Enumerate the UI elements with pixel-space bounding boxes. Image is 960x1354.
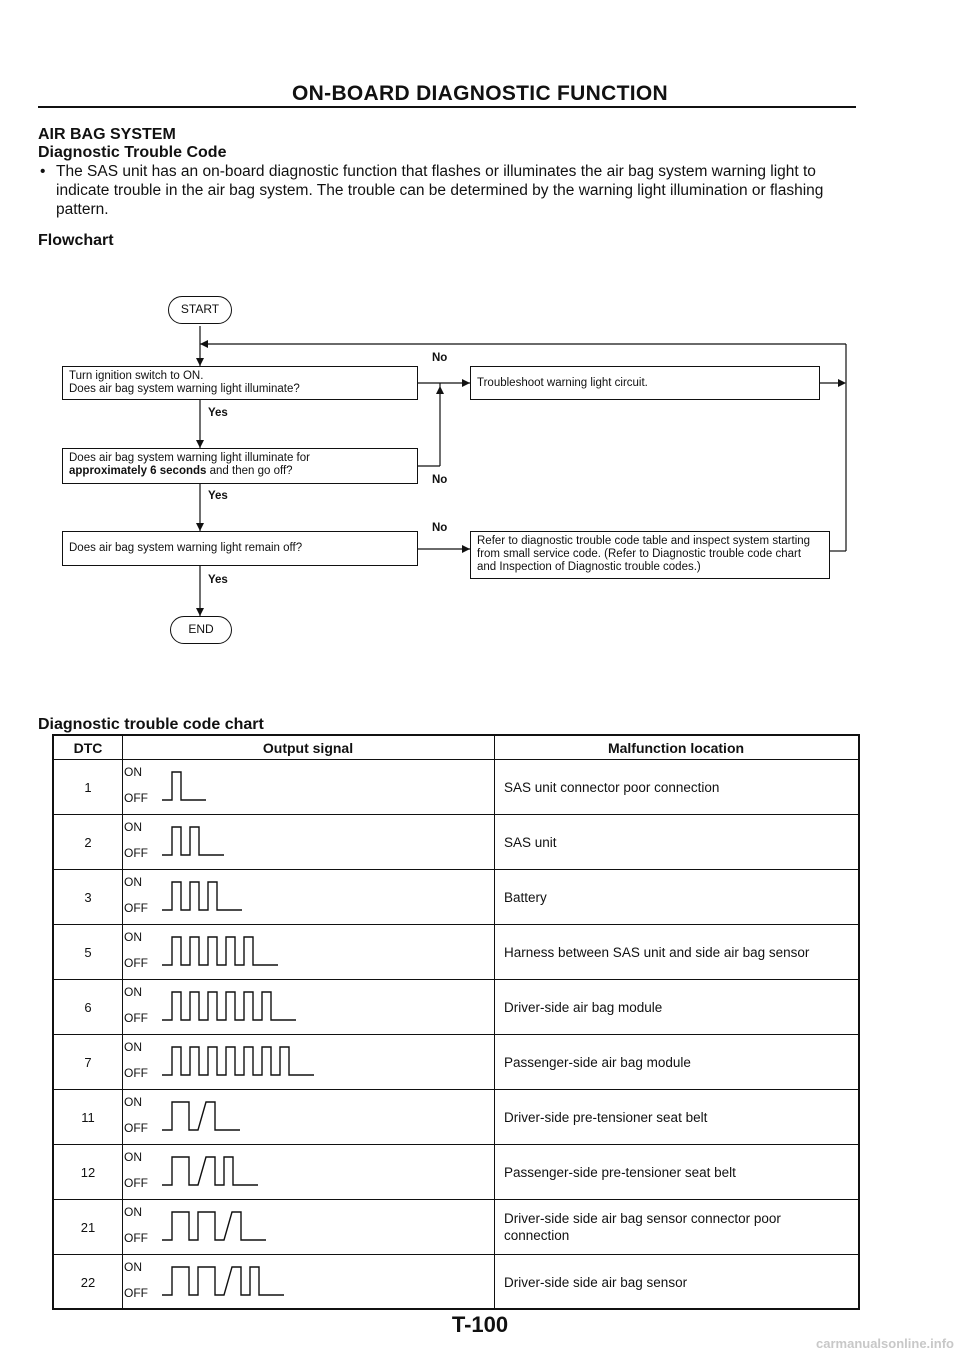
dtc-code: 12 — [80, 1164, 96, 1180]
signal-on-label: ON — [124, 985, 142, 999]
signal-trace — [162, 827, 224, 855]
signal-waveform — [162, 1043, 382, 1083]
signal-trace — [162, 1157, 258, 1185]
signal-off-label: OFF — [124, 1286, 148, 1300]
flow-yes-3: Yes — [208, 574, 228, 586]
signal-waveform — [162, 988, 382, 1028]
signal-trace — [162, 1267, 284, 1295]
signal-on-label: ON — [124, 1150, 142, 1164]
dtc-code: 11 — [81, 1109, 95, 1125]
arrow-icon — [196, 523, 204, 531]
header-dtc: DTC — [54, 736, 122, 760]
flow-step1-line1: Turn ignition switch to ON. — [69, 370, 204, 382]
flow-yes-1: Yes — [208, 407, 228, 419]
flow-no-2: No — [432, 474, 448, 486]
signal-waveform — [162, 823, 382, 863]
signal-waveform — [162, 1098, 382, 1138]
dtc-row — [54, 925, 858, 980]
dtc-row — [54, 1255, 858, 1310]
dtc-code: 22 — [80, 1274, 96, 1290]
malfunction-location: SAS unit connector poor connection — [504, 779, 720, 795]
arrow-icon — [196, 608, 204, 616]
signal-off-label: OFF — [124, 1176, 148, 1190]
flowchart-title: Flowchart — [38, 232, 114, 249]
flow-step2-line1: Does air bag system warning light illuminate for — [69, 452, 310, 464]
signal-trace — [162, 1212, 266, 1240]
signal-waveform — [162, 878, 382, 918]
flow-step3: Does air bag system warning light remain off? — [62, 531, 418, 566]
header-output-signal: Output signal — [122, 736, 494, 760]
watermark: carmanualsonline.info — [816, 1336, 954, 1351]
signal-off-label: OFF — [124, 956, 148, 970]
signal-off-label: OFF — [124, 1231, 148, 1245]
malfunction-location: Driver-side side air bag sensor — [504, 1274, 688, 1290]
arrow-icon — [436, 386, 444, 394]
signal-on-label: ON — [124, 1205, 142, 1219]
signal-trace — [162, 1102, 240, 1130]
signal-waveform — [162, 1153, 382, 1193]
dtc-code: 1 — [84, 779, 92, 795]
signal-off-label: OFF — [124, 1066, 148, 1080]
dtc-row — [54, 1090, 858, 1145]
signal-on-label: ON — [124, 765, 142, 779]
signal-off-label: OFF — [124, 1011, 148, 1025]
flow-end: END — [170, 616, 232, 644]
malfunction-location: Driver-side pre-tensioner seat belt — [504, 1109, 708, 1125]
section-title: AIR BAG SYSTEM — [38, 126, 176, 143]
dtc-row — [54, 760, 858, 815]
arrow-icon — [196, 440, 204, 448]
signal-on-label: ON — [124, 1040, 142, 1054]
dtc-row — [54, 1035, 858, 1090]
arrow-icon — [196, 358, 204, 366]
signal-waveform — [162, 768, 382, 808]
flow-step2-rest: and then go off? — [206, 465, 293, 477]
signal-off-label: OFF — [124, 901, 148, 915]
dtc-row — [54, 870, 858, 925]
malfunction-location: Passenger-side air bag module — [504, 1054, 691, 1070]
malfunction-location: Battery — [504, 889, 547, 905]
arrow-icon — [462, 545, 470, 553]
dtc-chart-title: Diagnostic trouble code chart — [38, 716, 264, 733]
flow-no-1: No — [432, 352, 448, 364]
flow-yes-2: Yes — [208, 490, 228, 502]
signal-waveform — [162, 1263, 382, 1303]
bullet-icon: • — [40, 163, 46, 180]
dtc-code: 21 — [80, 1219, 96, 1235]
malfunction-location: Driver-side air bag module — [504, 999, 663, 1015]
dtc-code: 3 — [84, 889, 92, 905]
signal-waveform — [162, 1208, 382, 1248]
arrow-icon — [838, 379, 846, 387]
dtc-code: 5 — [84, 944, 92, 960]
signal-off-label: OFF — [124, 846, 148, 860]
dtc-code: 2 — [84, 834, 92, 850]
signal-trace — [162, 992, 296, 1020]
dtc-row — [54, 980, 858, 1035]
signal-waveform — [162, 933, 382, 973]
dtc-row — [54, 1200, 858, 1255]
dtc-table — [52, 734, 860, 1310]
signal-trace — [162, 937, 278, 965]
flow-step2 — [62, 448, 418, 484]
signal-trace — [162, 1047, 314, 1075]
flow-no-3: No — [432, 522, 448, 534]
flow-action-troubleshoot: Troubleshoot warning light circuit. — [470, 366, 820, 400]
dtc-code: 7 — [84, 1054, 92, 1070]
flow-step1 — [62, 366, 418, 400]
signal-on-label: ON — [124, 820, 142, 834]
signal-on-label: ON — [124, 930, 142, 944]
arrow-icon — [462, 379, 470, 387]
flow-step2-emph: approximately 6 seconds — [69, 465, 207, 477]
malfunction-location: SAS unit — [504, 834, 557, 850]
page-header: ON-BOARD DIAGNOSTIC FUNCTION — [292, 82, 668, 105]
signal-on-label: ON — [124, 1260, 142, 1274]
signal-trace — [162, 882, 242, 910]
signal-on-label: ON — [124, 1095, 142, 1109]
dtc-code: 6 — [84, 999, 92, 1015]
signal-off-label: OFF — [124, 1121, 148, 1135]
dtc-row — [54, 815, 858, 870]
signal-on-label: ON — [124, 875, 142, 889]
page-number: T-100 — [451, 1312, 509, 1337]
signal-off-label: OFF — [124, 791, 148, 805]
arrow-icon — [200, 340, 208, 348]
intro-text: The SAS unit has an on-board diagnostic function that flashes or illuminates the air bag system warning light to indicate trouble in the air bag system. The trouble can be determined by the warning light illumination or flashing pattern. — [56, 163, 824, 218]
malfunction-location: Passenger-side pre-tensioner seat belt — [504, 1164, 736, 1180]
header-malfunction-location: Malfunction location — [494, 736, 858, 760]
malfunction-location: Driver-side side air bag sensor connector poor connection — [504, 1211, 781, 1243]
flow-step1-line2: Does air bag system warning light illuminate? — [69, 383, 300, 395]
flow-action-refer: Refer to diagnostic trouble code table and inspect system starting from small service code. (Refer to Diagnostic trouble code chart and Inspection of Diagnostic trouble codes.) — [470, 531, 830, 579]
signal-trace — [162, 772, 206, 800]
malfunction-location: Harness between SAS unit and side air bag sensor — [504, 944, 810, 960]
flow-start: START — [168, 296, 232, 324]
dtc-row — [54, 1145, 858, 1200]
section-subtitle: Diagnostic Trouble Code — [38, 144, 227, 161]
